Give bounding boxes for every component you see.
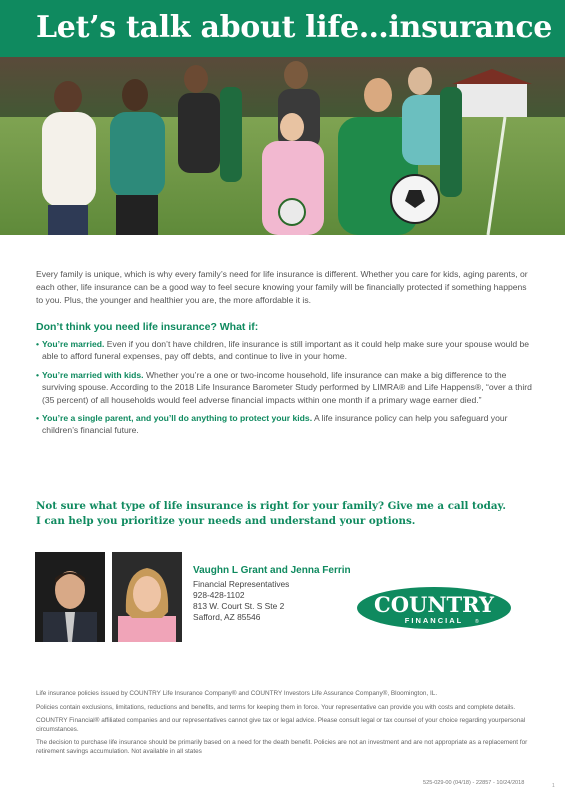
agent-photo-jenna (112, 552, 182, 642)
fine-print-4: The decision to purchase life insurance should be primarily based on a need for the death benefit. Policies are not an investment and are not appropriate as a replacement for retirement savings accumulation. Not available in all states (36, 739, 528, 755)
agent-title: Financial Representatives (193, 579, 290, 589)
fine-print (36, 690, 536, 762)
list-item (36, 412, 536, 437)
fine-print-1: Life insurance policies issued by COUNTRY Life Insurance Company® and COUNTRY Investors Life Assurance Company®, Bloomington, IL. (36, 690, 438, 697)
logo-word: COUNTRY (374, 592, 494, 617)
header-banner (0, 0, 565, 57)
agent-name: Vaughn L Grant and Jenna Ferrin (193, 565, 351, 576)
logo-sub: FINANCIAL (404, 616, 464, 625)
cta-line-1: Not sure what type of life insurance is right for your family? Give me a call today. (36, 500, 506, 512)
bullet-icon: • (36, 369, 40, 380)
cta-line-2: I can help you prioritize your needs and understand your options. (36, 515, 416, 527)
page-number: 1 (552, 783, 555, 789)
bullet-text: Even if you don’t have children, life insurance is still important as it could help make sure your spouse would be able to afford funeral expenses, pay off debts, and continue to live in your home. (42, 339, 530, 362)
bullet-text: Whether you’re a one or two-income household, life insurance can make a big difference to the surviving spouse. According to the 2018 Life Insurance Barometer Study performed by LIMRA® and Life Happens®, “over a third (35 percent) of all households would feel adverse financial impacts within one month if a primary wage earner died.” (42, 369, 532, 405)
agent-phone: 928-428-1102 (193, 590, 245, 600)
bullet-text: A life insurance policy can help you safeguard your children’s financial future. (42, 413, 508, 436)
question-heading: Don’t think you need life insurance? What if: (36, 321, 259, 333)
fine-print-2: Policies contain exclusions, limitations, reductions and benefits, and terms for keeping them in force. Your representative can provide you with costs and complete details. (36, 703, 516, 711)
scenario-list (36, 338, 536, 443)
bullet-icon: • (36, 413, 40, 424)
bullet-lead: You’re married with kids. (42, 369, 144, 380)
agent-address-line-2: Safford, AZ 85546 (193, 612, 261, 622)
family-hero-photo (0, 57, 565, 235)
agent-contact-block (193, 565, 363, 623)
fine-print-3: COUNTRY Financial® affiliated companies and our representatives cannot give tax or legal advice. Please consult legal or tax counsel of your choice regarding yourpersonal circumstances. (36, 717, 526, 733)
bullet-icon: • (36, 339, 40, 349)
logo-reg: ® (475, 619, 479, 625)
call-to-action (36, 499, 516, 529)
intro-paragraph: Every family is unique, which is why every family’s need for life insurance is different. Whether you care for kids, aging parents, or each other, life insurance can be a good way to feel secure knowing your family will be financially protected if something happens to you. Plus, the younger and healthier you are, the more affordable it is. (36, 269, 528, 305)
bullet-lead: You’re a single parent, and you’ll do anything to protect your kids. (42, 413, 313, 424)
form-code: 525-029-00 (04/18) - 22857 - 10/24/2018 (423, 780, 525, 786)
bullet-lead: You’re married. (42, 339, 105, 349)
list-item (36, 338, 536, 363)
list-item (36, 369, 536, 406)
agent-address-line-1: 813 W. Court St. S Ste 2 (193, 601, 285, 611)
page-title: Let’s talk about life…insurance (36, 10, 553, 45)
agent-photo-vaughn (35, 552, 105, 642)
country-financial-logo (356, 586, 512, 630)
